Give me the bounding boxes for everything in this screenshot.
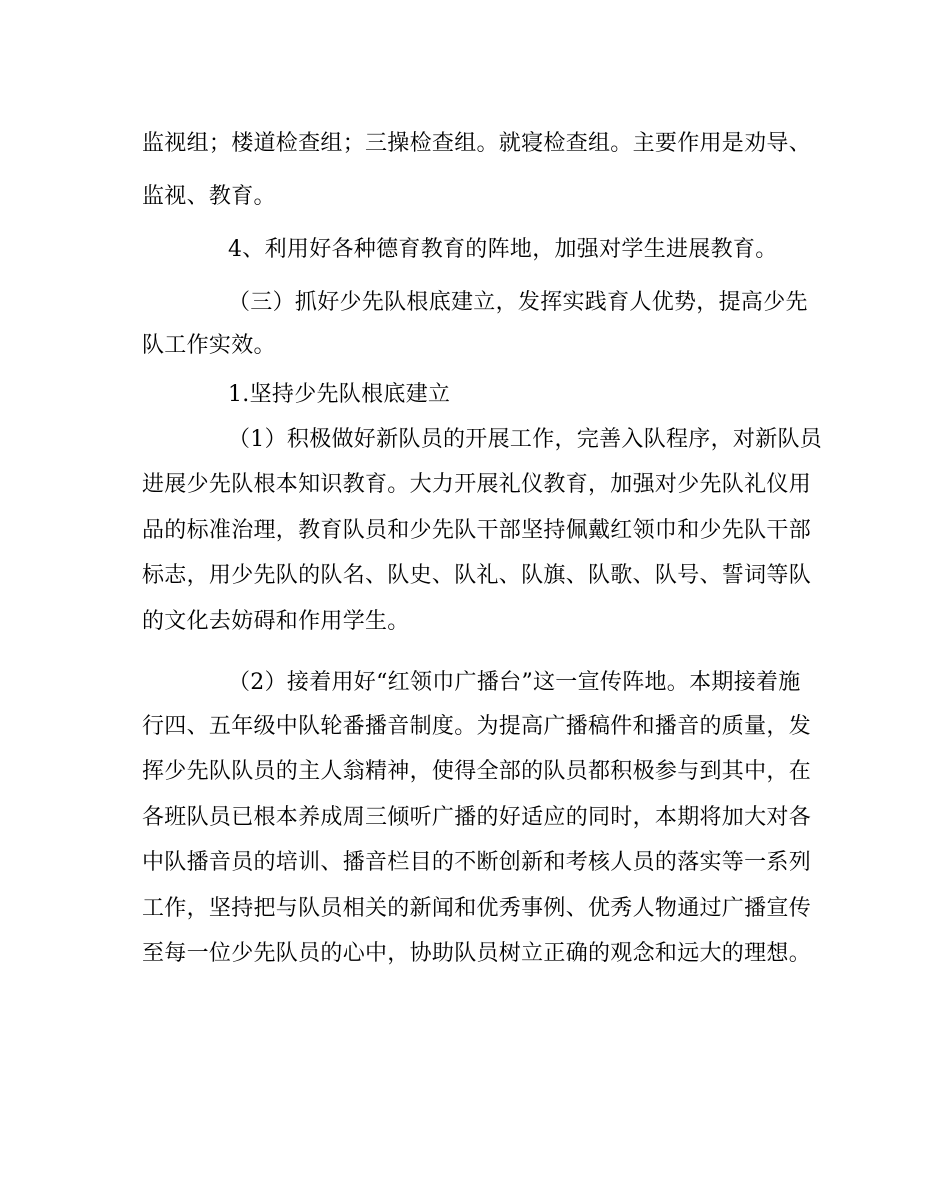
text-line: 的文化去妨碍和作用学生。	[142, 609, 410, 634]
text-line: 工作，坚持把与队员相关的新闻和优秀事例、优秀人物通过广播宣传	[142, 896, 812, 921]
subsection-heading: 1.坚持少先队根底建立	[228, 382, 451, 407]
section-heading: （三）抓好少先队根底建立，发挥实践育人优势，提高少先	[228, 290, 808, 315]
text-line: 品的标准治理，教育队员和少先队干部坚持佩戴红领巾和少先队干部	[142, 518, 812, 543]
text-line: 中队播音员的培训、播音栏目的不断创新和考核人员的落实等一系列	[142, 850, 812, 875]
text-line: 标志，用少先队的队名、队史、队礼、队旗、队歌、队号、誓词等队	[142, 563, 812, 588]
text-line: 挥少先队队员的主人翁精神，使得全部的队员都积极参与到其中，在	[142, 759, 812, 784]
text-line: 4、利用好各种德育教育的阵地，加强对学生进展教育。	[228, 237, 778, 262]
text-line: 至每一位少先队员的心中，协助队员树立正确的观念和远大的理想。	[142, 941, 812, 966]
text-line: 监视、教育。	[142, 184, 276, 209]
section-heading: 队工作实效。	[142, 333, 276, 358]
text-line: （1）积极做好新队员的开展工作，完善入队程序，对新队员	[228, 427, 823, 452]
text-line: 行四、五年级中队轮番播音制度。为提高广播稿件和播音的质量，发	[142, 714, 812, 739]
text-line: 各班队员已根本养成周三倾听广播的好适应的同时，本期将加大对各	[142, 805, 812, 830]
text-line: 进展少先队根本知识教育。大力开展礼仪教育，加强对少先队礼仪用	[142, 472, 812, 497]
text-line: （2）接着用好“红领巾广播台”这一宣传阵地。本期接着施	[228, 670, 801, 695]
text-line: 监视组；楼道检查组；三操检查组。就寝检查组。主要作用是劝导、	[142, 131, 812, 156]
